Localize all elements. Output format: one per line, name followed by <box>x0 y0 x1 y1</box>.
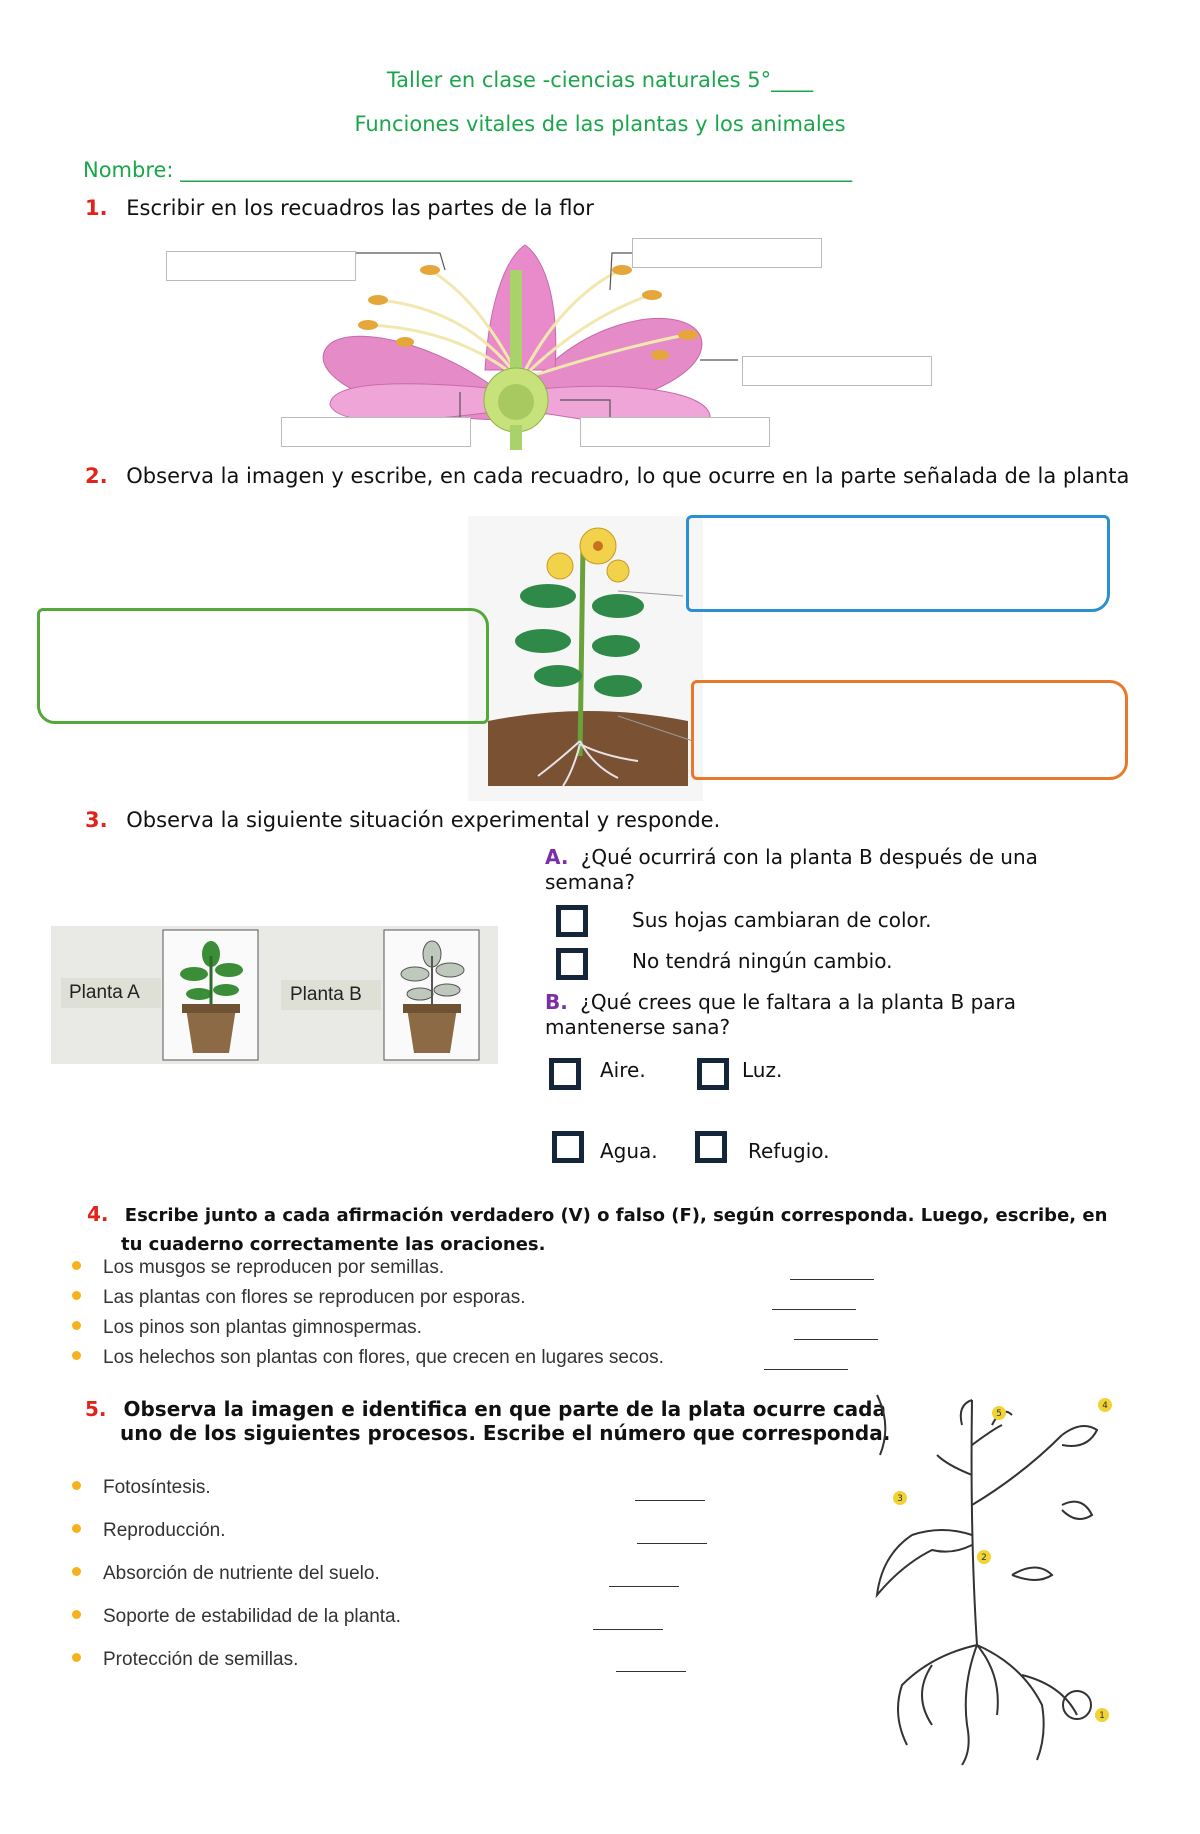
process-item: Absorción de nutriente del suelo. <box>72 1563 380 1585</box>
question-text-line1: Escribe junto a cada afirmación verdadero (V) o falso (F), según corresponda. Luego, escribe, en <box>124 1205 1108 1226</box>
answer-line[interactable] <box>764 1369 848 1370</box>
question-letter: A. <box>545 845 569 869</box>
flower-label-box-5[interactable] <box>580 417 770 447</box>
question-text-line1: ¿Qué crees que le faltara a la planta B para <box>580 990 1017 1014</box>
diagram-number-4: 4 <box>1102 1401 1108 1411</box>
bullet-icon <box>72 1291 81 1300</box>
flower-label-box-2[interactable] <box>632 238 822 268</box>
question-number: 1. <box>85 196 108 220</box>
question-letter: B. <box>545 990 568 1014</box>
answer-line[interactable] <box>616 1671 686 1672</box>
answer-box-leaves[interactable] <box>37 608 489 724</box>
option-water: Agua. <box>600 1139 658 1163</box>
question-text: Observa la imagen y escribe, en cada recuadro, lo que ocurre en la parte señalada de la planta <box>126 464 1130 488</box>
answer-box-roots[interactable] <box>691 680 1128 780</box>
question-text-line2: uno de los siguientes procesos. Escribe el número que corresponda. <box>120 1421 891 1445</box>
question-number: 3. <box>85 808 108 832</box>
question-text-line2: mantenerse sana? <box>545 1015 731 1039</box>
answer-line[interactable] <box>772 1309 856 1310</box>
bullet-icon <box>72 1261 81 1270</box>
worksheet-title: Taller en clase -ciencias naturales 5°____ <box>386 68 814 92</box>
bullet-icon <box>72 1567 81 1576</box>
diagram-number-3: 3 <box>897 1494 903 1504</box>
option-no-change: No tendrá ningún cambio. <box>632 949 893 973</box>
plant-parts-image <box>468 516 703 801</box>
bullet-icon <box>72 1321 81 1330</box>
checkbox-no-change[interactable] <box>556 948 588 980</box>
question-text-line1: ¿Qué ocurrirá con la planta B después de una <box>580 845 1038 869</box>
diagram-number-1: 1 <box>1099 1711 1105 1721</box>
question-3 <box>85 808 720 832</box>
plant-b-label: Planta B <box>290 984 362 1005</box>
checkbox-water[interactable] <box>552 1131 584 1163</box>
question-4 <box>87 1200 1147 1259</box>
statement-item: Los musgos se reproducen por semillas. <box>72 1257 444 1279</box>
answer-line[interactable] <box>637 1543 707 1544</box>
plant-a-label: Planta A <box>69 982 140 1003</box>
question-number: 5. <box>85 1397 107 1421</box>
bullet-icon <box>72 1653 81 1662</box>
answer-line[interactable] <box>635 1500 705 1501</box>
process-item: Protección de semillas. <box>72 1649 298 1671</box>
name-field-label: Nombre: ________________________________________________________________ <box>83 158 853 182</box>
flower-label-box-1[interactable] <box>166 251 356 281</box>
question-number: 2. <box>85 464 108 488</box>
flower-label-box-4[interactable] <box>281 417 471 447</box>
worksheet-subtitle: Funciones vitales de las plantas y los animales <box>354 112 846 136</box>
option-light: Luz. <box>742 1058 783 1082</box>
process-item: Soporte de estabilidad de la planta. <box>72 1606 401 1628</box>
statement-item: Los pinos son plantas gimnospermas. <box>72 1317 422 1339</box>
checkbox-light[interactable] <box>697 1058 729 1090</box>
checkbox-shelter[interactable] <box>695 1131 727 1163</box>
bullet-icon <box>72 1481 81 1490</box>
option-shelter: Refugio. <box>748 1139 830 1163</box>
answer-line[interactable] <box>609 1586 679 1587</box>
bullet-icon <box>72 1610 81 1619</box>
question-text-line2: semana? <box>545 870 636 894</box>
question-number: 4. <box>87 1202 109 1226</box>
question-1 <box>85 196 594 220</box>
question-text: Observa la siguiente situación experimental y responde. <box>126 808 721 832</box>
bullet-icon <box>72 1351 81 1360</box>
answer-line[interactable] <box>593 1629 663 1630</box>
option-color-change: Sus hojas cambiaran de color. <box>632 908 932 932</box>
question-3a <box>545 845 1038 895</box>
statement-item: Los helechos son plantas con flores, que crecen en lugares secos. <box>72 1347 664 1369</box>
checkbox-color-change[interactable] <box>556 905 588 937</box>
question-text-line2: tu cuaderno correctamente las oraciones. <box>121 1234 546 1255</box>
question-text: Escribir en los recuadros las partes de la flor <box>126 196 594 220</box>
answer-line[interactable] <box>790 1279 874 1280</box>
statement-item: Las plantas con flores se reproducen por esporas. <box>72 1287 525 1309</box>
process-item: Fotosíntesis. <box>72 1477 211 1499</box>
checkbox-air[interactable] <box>549 1058 581 1090</box>
diagram-number-2: 2 <box>981 1553 987 1563</box>
answer-box-flower[interactable] <box>686 515 1110 612</box>
question-5 <box>85 1397 890 1445</box>
process-item: Reproducción. <box>72 1520 226 1542</box>
question-text-line1: Observa la imagen e identifica en que parte de la plata ocurre cada <box>123 1397 886 1421</box>
question-3b <box>545 990 1016 1040</box>
flower-label-box-3[interactable] <box>742 356 932 386</box>
diagram-number-5: 5 <box>996 1409 1002 1419</box>
bullet-icon <box>72 1524 81 1533</box>
option-air: Aire. <box>600 1058 646 1082</box>
plant-line-drawing <box>872 1385 1132 1770</box>
question-2 <box>85 464 1129 488</box>
answer-line[interactable] <box>794 1339 878 1340</box>
